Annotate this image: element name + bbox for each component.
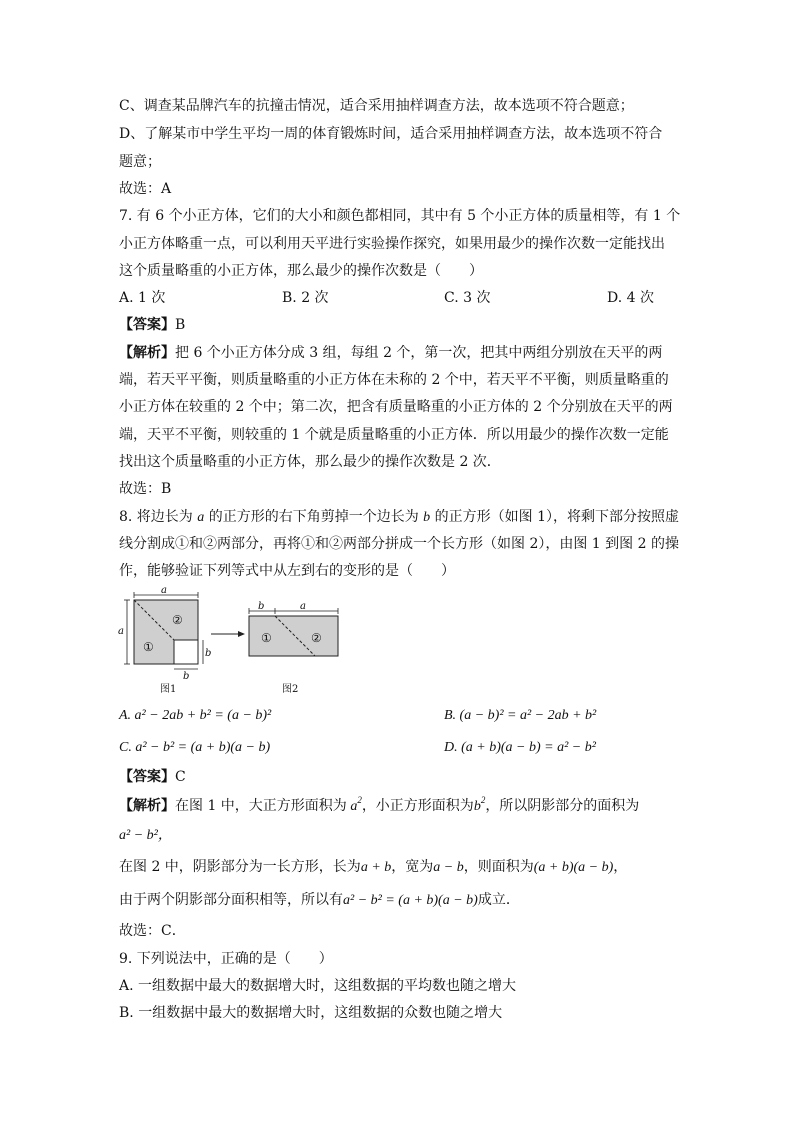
explanation-text: ， — [613, 859, 628, 875]
q9-option-b: B. 一组数据中最大的数据增大时，这组数据的众数也随之增大 — [119, 1005, 503, 1021]
fig1-label-a-left: a — [118, 626, 124, 637]
arrow-head-icon — [238, 631, 245, 637]
explanation-text: ，则面积为 — [463, 859, 534, 875]
fig1-caption: 图1 — [160, 684, 177, 695]
stem-text: 的正方形的右下角剪掉一个边长为 — [208, 509, 419, 525]
explanation-text: 在图 1 中，大正方形面积为 — [175, 798, 347, 814]
fig2-caption: 图2 — [282, 684, 299, 695]
explanation-text: ，小正方形面积为 — [361, 798, 474, 814]
stem-text: 的正方形（如图 1），将剩下部分按照虚 — [434, 509, 679, 525]
answer-tag: 【答案】 — [119, 317, 175, 333]
fig2-region-2: ② — [311, 631, 322, 645]
q7-explanation-line: 端，天平不平衡，则较重的 1 个就是质量略重的小正方体．所以用最少的操作次数一定能 — [119, 427, 669, 443]
explanation-text: 成立． — [477, 892, 520, 908]
q8-answer — [119, 767, 186, 787]
q8-explanation — [119, 796, 639, 817]
text-line: 题意； — [119, 154, 161, 170]
text-line: 故选：A — [119, 181, 172, 197]
stem-text: 8. 将边长为 — [119, 509, 193, 525]
question-7-stem: 小正方体略重一点，可以利用天平进行实验操作探究，如果用最少的操作次数一定能找出 — [119, 236, 665, 252]
q9-option-a: A. 一组数据中最大的数据增大时，这组数据的平均数也随之增大 — [119, 978, 517, 994]
fig1-cutout-square — [174, 640, 198, 664]
fig1-region-1: ① — [143, 640, 154, 654]
q7-explanation-line: 找出这个质量略重的小正方体，那么最少的操作次数是 2 次． — [119, 454, 501, 470]
math-term: a + b — [360, 860, 392, 875]
q7-option-b: B. 2 次 — [282, 290, 329, 306]
math-term: $a^2$ — [346, 795, 362, 814]
math-term: a² − b² = (a + b)(a − b) — [343, 893, 478, 908]
explanation-text: 在图 2 中，阴影部分为一长方形，长为 — [119, 859, 361, 875]
q8-explanation-line — [119, 890, 520, 911]
q8-option-c: C. a² − b² = (a + b)(a − b) — [119, 740, 271, 755]
q8-explanation-formula: a² − b²， — [119, 828, 172, 843]
q8-option-a: A. a² − 2ab + b² = (a − b)² — [119, 708, 272, 723]
math-term: (a + b)(a − b) — [533, 860, 614, 875]
fig2-label-a: a — [300, 601, 306, 612]
question-8-stem: 作，能够验证下列等式中从左到右的变形的是（ ） — [119, 563, 455, 579]
explanation-text: 把 6 个小正方体分成 3 组，每组 2 个，第一次，把其中两组分别放在天平的两 — [175, 345, 663, 361]
explanation-tag: 【解析】 — [119, 798, 175, 814]
answer-value: C — [175, 769, 186, 785]
question-8-stem — [119, 507, 679, 528]
question-9-stem: 9. 下列说法中，正确的是（ ） — [119, 951, 333, 967]
math-term: $b^2$ — [473, 795, 486, 814]
q7-option-d: D. 4 次 — [607, 290, 654, 306]
explanation-tag: 【解析】 — [119, 345, 175, 361]
q7-explanation-line: 端，若天平平衡，则质量略重的小正方体在未称的 2 个中，若天平不平衡，则质量略重的 — [119, 372, 669, 388]
fig2-region-1: ① — [261, 631, 272, 645]
question-7-stem: 7. 有 6 个小正方体，它们的大小和颜色都相同，其中有 5 个小正方体的质量相等，有 1 个 — [119, 208, 681, 224]
fig2-label-b: b — [258, 601, 265, 612]
math-var: b — [423, 510, 431, 525]
q8-explanation-line — [119, 857, 627, 878]
question-8-stem: 线分割成①和②两部分，再将①和②两部分拼成一个长方形（如图 2），由图 1 到图 2 的操 — [119, 536, 679, 552]
math-term: a − b — [433, 860, 464, 875]
q7-option-c: C. 3 次 — [444, 290, 491, 306]
text-line: C、调查某品牌汽车的抗撞击情况，适合采用抽样调查方法，故本选项不符合题意； — [119, 98, 634, 114]
explanation-text: 由于两个阴影部分面积相等，所以有 — [119, 892, 343, 908]
answer-value: B — [175, 317, 186, 333]
fig1-label-b-bottom: b — [183, 671, 190, 682]
q7-explanation — [119, 343, 662, 363]
q7-option-a: A. 1 次 — [119, 290, 166, 306]
q8-choice: 故选：C． — [119, 923, 186, 939]
math-var: a — [197, 510, 205, 525]
explanation-text: ，所以阴影部分的面积为 — [485, 798, 640, 814]
answer-tag: 【答案】 — [119, 769, 175, 785]
fig1-region-2: ② — [172, 613, 183, 627]
text-line: D、了解某市中学生平均一周的体育锻炼时间，适合采用抽样调查方法，故本选项不符合 — [119, 126, 663, 142]
question-7-stem: 这个质量略重的小正方体，那么最少的操作次数是（ ） — [119, 263, 483, 279]
fig1-label-b-right: b — [205, 648, 212, 659]
q7-answer — [119, 315, 185, 335]
explanation-text: ，宽为 — [391, 859, 434, 875]
q8-option-d: D. (a + b)(a − b) = a² − b² — [444, 740, 596, 755]
q7-choice: 故选：B — [119, 481, 172, 497]
q7-explanation-line: 小正方体在较重的 2 个中；第二次，把含有质量略重的小正方体的 2 个分别放在天平的两 — [119, 399, 673, 415]
q8-option-b: B. (a − b)² = a² − 2ab + b² — [444, 708, 597, 723]
fig1-label-a-top: a — [161, 585, 167, 596]
